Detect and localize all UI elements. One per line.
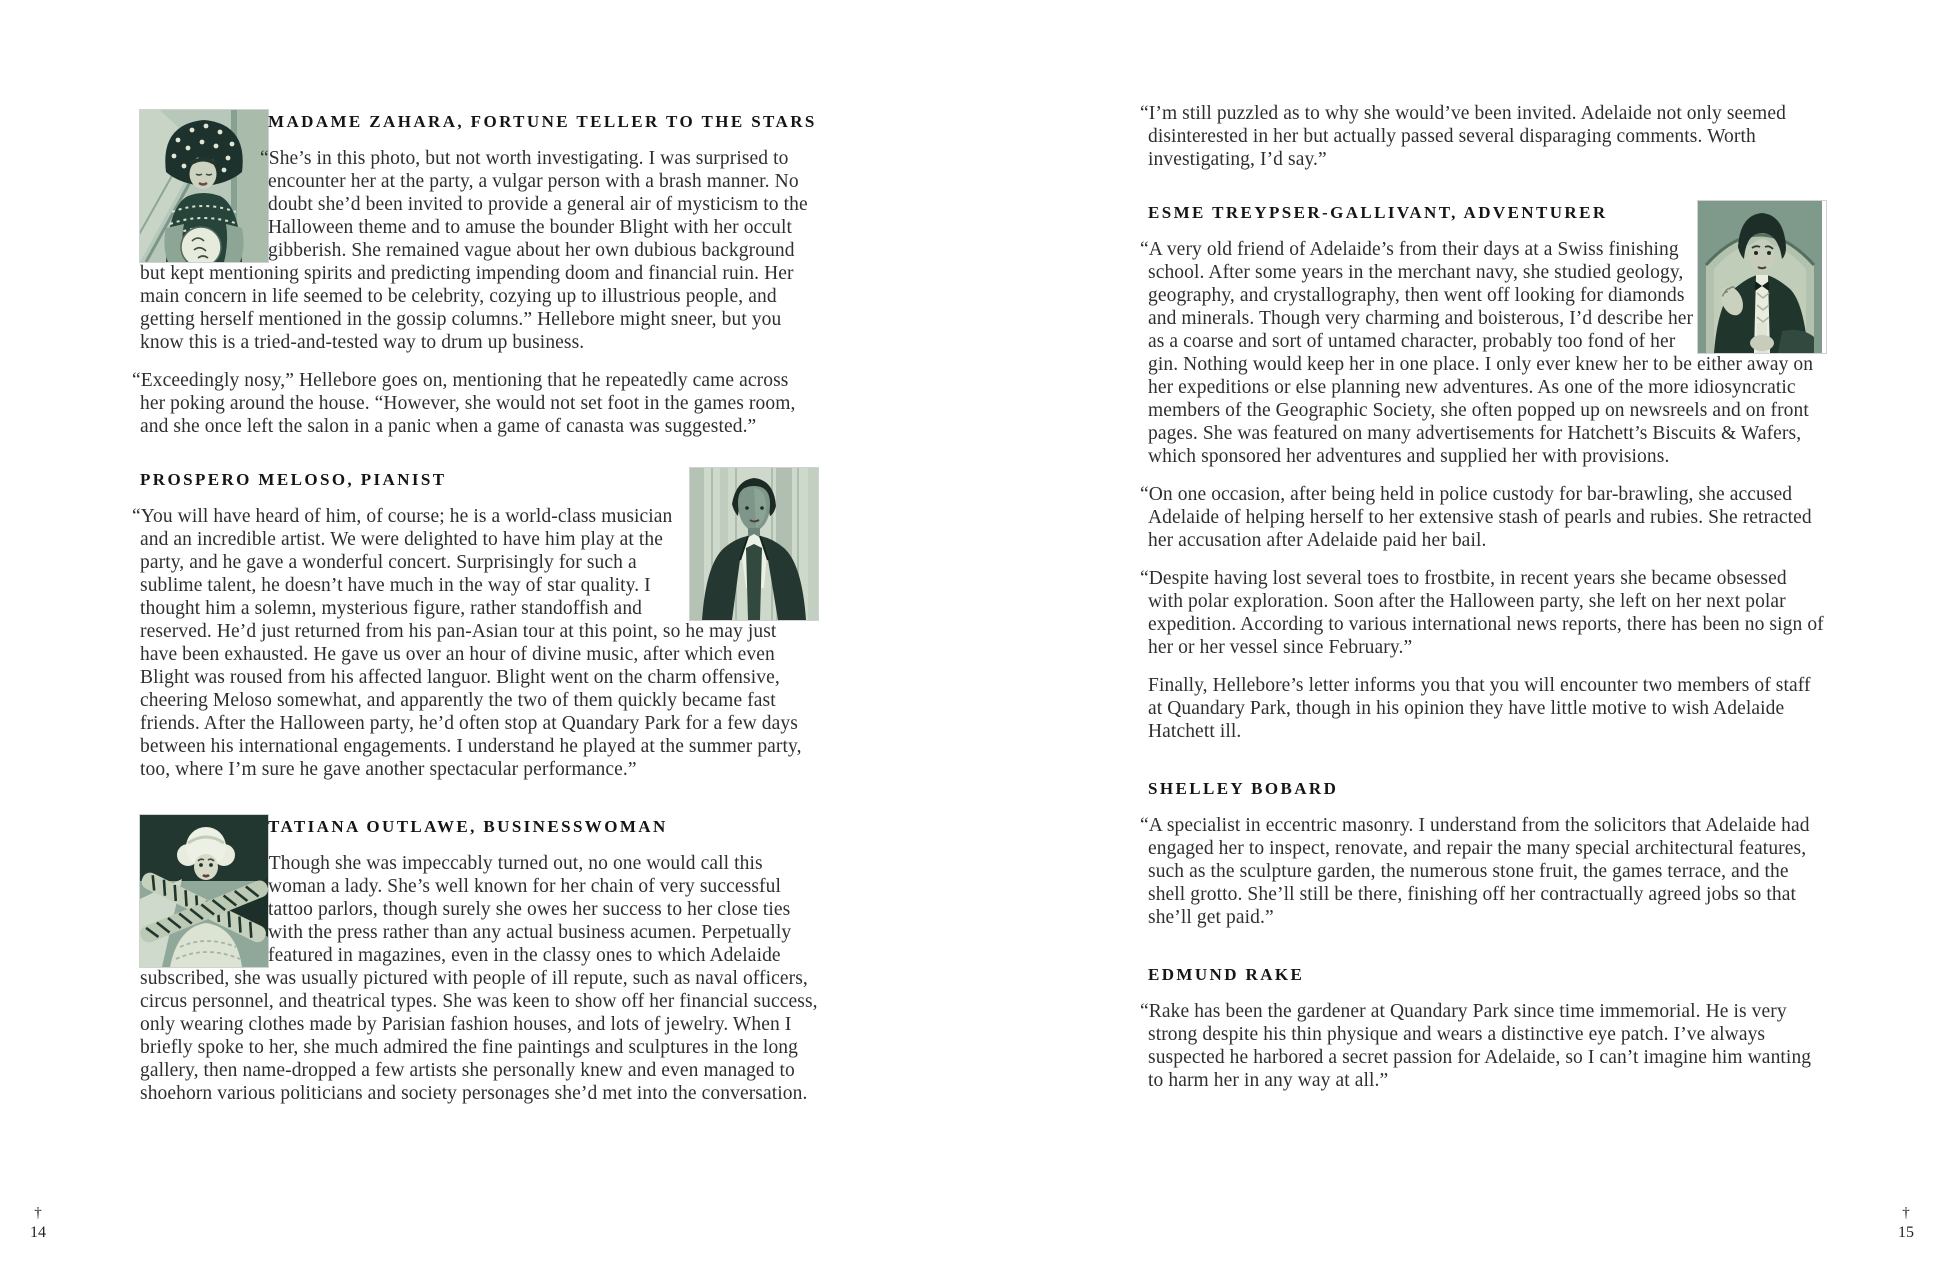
body-paragraph: “Though she was impeccably turned out, no one would call this woman a lady. She’s well known for her chain of very successful tattoo parlors, though surely she owes her success to her close ties with the press rather than any actual business acumen. Perpetually featured in magazines, even in the classy ones to which Adelaide subscribed, she was usually pictured with people of ill repute, such as naval officers, circus personnel, and theatrical types. She was keen to show off her financial success, only wearing clothes made by Parisian fashion houses, and lots of jewelry. When I briefly spoke to her, she much admired the fine paintings and sculptures in the long gallery, then name-dropped a few artists she personally knew and even managed to shoehorn various politicians and society personages she’d met into the conversation. — [140, 853, 818, 1104]
page-number-left: 14 — [30, 1224, 46, 1241]
tatiana-outlawe-portrait — [140, 815, 268, 967]
body-paragraph: “A specialist in eccentric masonry. I understand from the solicitors that Adelaide had engaged her to inspect, renovate, and repair the many special architectural features, such as the sculpture garden, the numerous stone fruit, the games terrace, and the shell grotto. She’ll still be there, finishing off her contractually agreed jobs so that she’ll get paid.” — [1140, 815, 1810, 928]
body-paragraph: “She’s in this photo, but not worth investigating. I was surprised to encounter her at the party, a vulgar person with a brash manner. No doubt she’d been invited to provide a general air of mysticism to the Halloween theme and to amuse the bounder Blight with her occult gibberish. She remained vague about her own dubious background but kept mentioning spirits and predicting impending doom and financial ruin. Her main concern in life seemed to be celebrity, cozying up to illustrious people, and getting herself mentioned in the gossip columns.” Hellebore might sneer, but you know this is a tried-and-tested way to drum up business. — [140, 148, 808, 353]
section-heading-esme-treypser-gallivant: ESME TREYPSER-GALLIVANT, ADVENTURER — [1148, 203, 1608, 222]
staff-note-paragraph: Finally, Hellebore’s letter informs you that you will encounter two members of staff at Quandary Park, though in his opinion they have little motive to wish Adelaide Hatchett ill. — [1148, 675, 1811, 742]
section-madame-zahara — [132, 110, 818, 438]
prospero-meloso-illustration — [690, 468, 818, 620]
page-left-content — [132, 110, 818, 1105]
section-heading-madame-zahara: MADAME ZAHARA, FORTUNE TELLER TO THE STARS — [268, 112, 817, 131]
body-paragraph: “On one occasion, after being held in police custody for bar-brawling, she accused Adelaide of helping herself to her extensive stash of pearls and rubies. She retracted her accusation after Adelaide paid her bail. — [1140, 484, 1812, 551]
section-edmund-rake — [1140, 963, 1826, 1092]
tatiana-outlawe-illustration — [140, 815, 268, 967]
dagger-icon: † — [34, 1205, 42, 1221]
continuation-paragraph: “I’m still puzzled as to why she would’ve been invited. Adelaide not only seemed disinterested in her but actually passed several disparaging comments. Worth investigating, I’d say.” — [1140, 103, 1786, 170]
dagger-icon: † — [1902, 1205, 1910, 1221]
madame-zahara-illustration — [140, 110, 268, 262]
page-right-content — [1140, 102, 1826, 1092]
prospero-meloso-portrait — [690, 468, 818, 620]
section-heading-shelley-bobard: SHELLEY BOBARD — [1148, 779, 1339, 798]
section-esme-treypser-gallivant — [1140, 201, 1826, 743]
section-heading-tatiana-outlawe: TATIANA OUTLAWE, BUSINESSWOMAN — [268, 817, 668, 836]
madame-zahara-portrait — [140, 110, 268, 262]
body-paragraph: “Despite having lost several toes to frostbite, in recent years she became obsessed with polar exploration. Soon after the Halloween party, she left on her next polar expedition. According to various international news reports, there has been no sign of her or her vessel since February.” — [1140, 568, 1824, 658]
section-tatiana-outlawe — [140, 815, 818, 1105]
body-paragraph: “Rake has been the gardener at Quandary Park since time immemorial. He is very strong despite his thin physique and wears a distinctive eye patch. I’ve always suspected he harbored a secret passion for Adelaide, so I can’t imagine him wanting to harm her in any way at all.” — [1140, 1001, 1812, 1091]
body-paragraph: “Exceedingly nosy,” Hellebore goes on, mentioning that he repeatedly came across her poking around the house. “However, she would not set foot in the games room, and she once left the salon in a panic when a game of canasta was suggested.” — [132, 370, 796, 437]
esme-treypser-gallivant-illustration — [1698, 201, 1822, 353]
right-page-footer — [1888, 1205, 1924, 1242]
left-page-footer — [20, 1205, 56, 1242]
section-heading-prospero-meloso: PROSPERO MELOSO, PIANIST — [140, 470, 447, 489]
section-prospero-meloso — [132, 468, 818, 781]
section-heading-edmund-rake: EDMUND RAKE — [1148, 965, 1305, 984]
body-paragraph: “A very old friend of Adelaide’s from their days at a Swiss finishing school. After some years in the merchant navy, she studied geology, geography, and crystallography, then went off looking for diamonds and minerals. Though very charming and boisterous, I’d describe her as a coarse and sort of untamed character, probably too fond of her gin. Nothing would keep her in one place. I only ever knew her to be either away on her expeditions or else planning new adventures. As one of the more idiosyncratic members of the Geographic Society, she often popped up on newsreels and on front pages. She was featured on many advertisements for Hatchett’s Biscuits & Wafers, which sponsored her adventures and supplied her with provisions. — [1140, 239, 1814, 467]
esme-treypser-gallivant-portrait — [1698, 201, 1826, 353]
page-number-right: 15 — [1898, 1224, 1914, 1241]
body-paragraph: “You will have heard of him, of course; he is a world-class musician and an incredible artist. We were delighted to have him play at the party, and he gave a wonderful concert. Surprisingly for such a sublime talent, he doesn’t have much in the way of star quality. I thought him a solemn, mysterious figure, rather standoffish and reserved. He’d just returned from his pan-Asian tour at this point, so he may just have been exhausted. He gave us over an hour of divine music, after which even Blight was roused from his affected languor. Blight went on the charm offensive, cheering Meloso somewhat, and apparently the two of them quickly became fast friends. After the Halloween party, he’d often stop at Quandary Park for a few days between his international engagements. I understand he played at the summer party, too, where I’m sure he gave another spectacular performance.” — [132, 506, 802, 780]
section-shelley-bobard — [1140, 777, 1826, 929]
